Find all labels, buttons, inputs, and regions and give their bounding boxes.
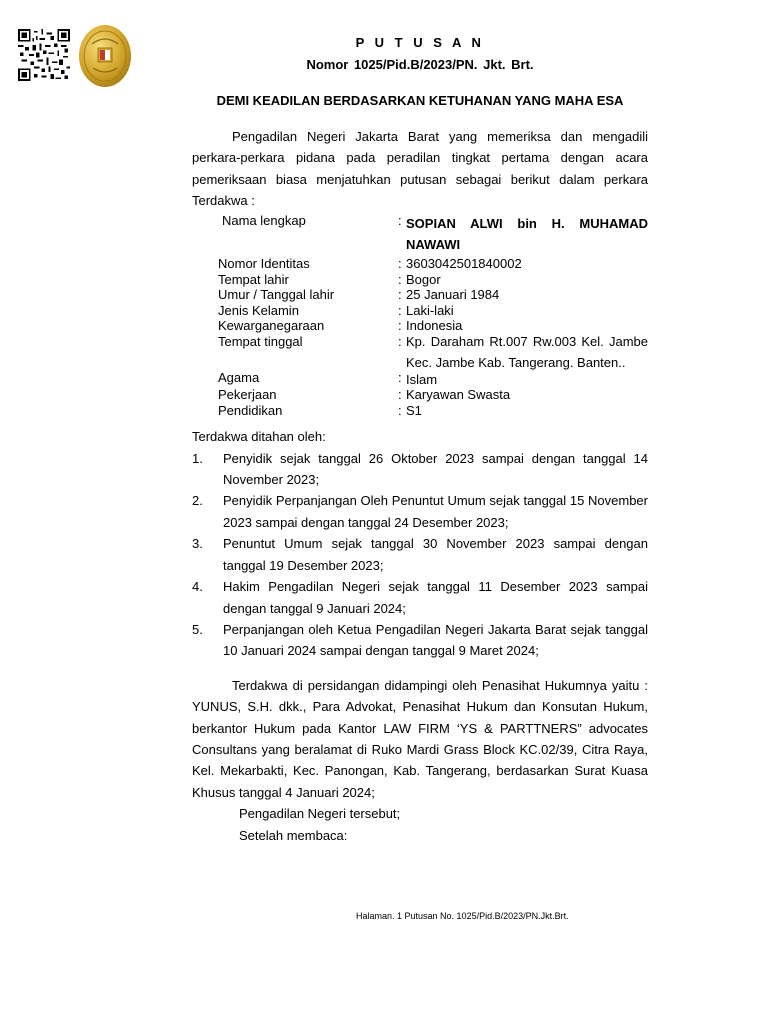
identity-colon: : [398, 271, 402, 287]
court-seal-icon [78, 24, 132, 88]
identity-colon: : [398, 333, 402, 349]
list-item [192, 576, 648, 619]
identity-colon: : [398, 402, 402, 418]
identity-row [192, 303, 648, 319]
identity-row [192, 370, 648, 388]
identity-colon: : [398, 318, 402, 334]
identity-label: Pendidikan [218, 402, 283, 418]
identity-label: Umur / Tanggal lahir [218, 287, 335, 303]
list-text: Penyidik sejak tanggal 26 Oktober 2023 sampai dengan tanggal 14 November 2023; [223, 450, 648, 488]
intro-paragraph: Pengadilan Negeri Jakarta Barat yang memeriksa dan mengadili perkara-perkara pidana pada peradilan tingkat pertama dengan acara pemeriksaan biasa menjatuhkan putusan sebagai berikut dalam perkara Terdakwa : [192, 129, 648, 209]
identity-row [192, 256, 648, 272]
identity-label: Tempat lahir [218, 271, 289, 287]
identity-colon: : [398, 256, 402, 272]
identity-label: Jenis Kelamin [218, 302, 299, 318]
identity-value: 25 Januari 1984 [406, 287, 500, 303]
defendant-identity [192, 213, 648, 419]
identity-row [192, 334, 648, 374]
list-text: Penuntut Umum sejak tanggal 30 November 2023 sampai dengan tanggal 19 Desember 2023; [223, 536, 648, 573]
identity-colon: : [398, 387, 402, 403]
case-number: Nomor 1025/Pid.B/2023/PN. Jkt. Brt. [306, 57, 534, 72]
justice-heading: DEMI KEADILAN BERDASARKAN KETUHANAN YANG MAHA ESA [216, 93, 624, 108]
identity-row [192, 403, 648, 419]
list-item [192, 448, 648, 491]
list-number: 2. [192, 493, 203, 509]
list-item [192, 619, 648, 662]
document-body [192, 126, 648, 846]
list-number: 4. [192, 579, 203, 595]
identity-value: S1 [406, 402, 422, 418]
list-text: Penyidik Perpanjangan Oleh Penuntut Umum sejak tanggal 15 November 2023 sampai dengan tanggal 24 Desember 2023; [223, 493, 648, 530]
identity-value: 3603042501840002 [406, 256, 522, 272]
list-text: Hakim Pengadilan Negeri sejak tanggal 11 Desember 2023 sampai dengan tanggal 9 Januari 2024; [223, 579, 648, 616]
identity-label: Nomor Identitas [218, 256, 310, 272]
identity-label: Agama [218, 369, 260, 385]
page-footer: Halaman. 1 Putusan No. 1025/Pid.B/2023/PN.Jkt.Brt. [356, 911, 569, 921]
identity-label: Nama lengkap [222, 212, 306, 228]
identity-row [192, 287, 648, 303]
identity-row [192, 272, 648, 288]
identity-row [192, 387, 648, 403]
identity-value: Laki-laki [406, 302, 454, 318]
list-text: Perpanjangan oleh Ketua Pengadilan Negeri Jakarta Barat sejak tanggal 10 Januari 2024 sampai dengan tanggal 9 Maret 2024; [223, 621, 648, 659]
counsel-paragraph: Terdakwa di persidangan didampingi oleh Penasihat Hukumnya yaitu : YUNUS, S.H. dkk., Para Advokat, Penasihat Hukum dan Konsutan Hukum, berkantor Hukum pada Kantor LAW FIRM ‘YS & PARTTNERS” advocates Consultans yang beralamat di Ruko Mardi Grass Block KC.02/39, Citra Raya, Kel. Mekarbakti, Kec. Panongan, Kab. Tangerang, berdasarkan Surat Kuasa Khusus tanggal 4 Januari 2024; [192, 677, 648, 800]
identity-value: Karyawan Swasta [406, 387, 511, 403]
list-number: 3. [192, 536, 203, 552]
list-item [192, 533, 648, 576]
identity-colon: : [398, 287, 402, 303]
identity-value: Indonesia [406, 318, 463, 334]
identity-colon: : [398, 212, 402, 228]
identity-row [192, 213, 648, 256]
identity-label: Kewarganegaraan [218, 318, 325, 334]
qr-code-icon [16, 29, 72, 81]
identity-label: Pekerjaan [218, 387, 277, 403]
identity-colon: : [398, 302, 402, 318]
list-number: 1. [192, 450, 203, 466]
identity-colon: : [398, 369, 402, 385]
reading-line: Setelah membaca: [239, 827, 348, 843]
identity-value: SOPIAN ALWI bin H. MUHAMAD NAWAWI [406, 215, 648, 253]
detention-heading: Terdakwa ditahan oleh: [192, 429, 326, 445]
identity-value: Bogor [406, 271, 441, 287]
identity-value: Islam [406, 371, 438, 387]
identity-label: Tempat tinggal [218, 333, 303, 349]
court-line: Pengadilan Negeri tersebut; [239, 806, 401, 822]
identity-value: Kp. Daraham Rt.007 Rw.003 Kel. Jambe Kec. Jambe Kab. Tangerang. Banten.. [406, 333, 648, 371]
document-title: P U T U S A N [355, 35, 485, 50]
list-item [192, 490, 648, 533]
detention-list [192, 448, 648, 662]
list-number: 5. [192, 621, 203, 637]
